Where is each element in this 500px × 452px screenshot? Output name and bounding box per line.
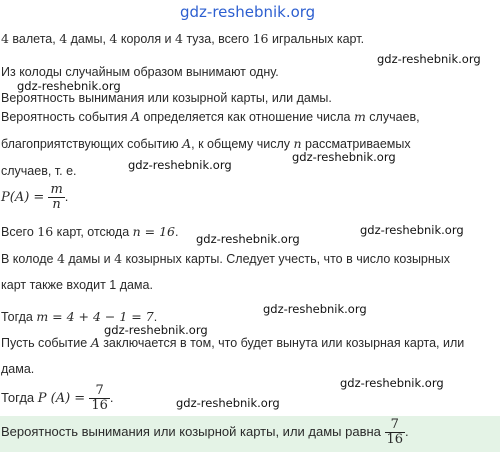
text-line-1: 4 валета, 4 дамы, 4 короля и 4 туза, всего 16 игральных карт. [1,31,365,46]
watermark: gdz-reshebnik.org [176,396,280,410]
watermark: gdz-reshebnik.org [196,232,300,246]
watermark: gdz-reshebnik.org [360,223,464,237]
text-line-11: Пусть событие A заключается в том, что будет вынута или козырная карта, или [1,335,465,350]
watermark: gdz-reshebnik.org [292,150,396,164]
text-line-9: карт также входит 1 дама. [1,278,153,292]
text-line-7: Всего 16 карт, отсюда n = 16. [1,224,179,239]
text-line-12: дама. [1,362,35,376]
formula-probability: P(A) = $\frac{m}{n}$ . [1,182,69,212]
fraction: $\frac{m}{n}$ [50,182,63,212]
watermark: gdz-reshebnik.org [377,52,481,66]
text-line-10: Тогда m = 4 + 4 − 1 = 7. [1,309,158,324]
text-line-5: благоприятствующих событию A, к общему числу n рассматриваемых [1,136,411,151]
fraction: $\frac{7}{16}$ [91,383,108,413]
watermark: gdz-reshebnik.org [263,302,367,316]
watermark: gdz-reshebnik.org [128,158,232,172]
text-line-4: Вероятность события A определяется как отношение числа m случаев, [1,109,420,124]
watermark: gdz-reshebnik.org [17,79,121,93]
fraction: $\frac{7}{16}$ [386,417,404,447]
text-line-2: Из колоды случайным образом вынимают одну. [1,65,279,79]
answer-text: Вероятность вынимания или козырной карты, или дамы равна $\frac{7}{16}$ . [1,417,409,447]
text-line-3: Вероятность вынимания или козырной карты, или дамы. [1,91,332,105]
formula-result: Тогда P (A) = $\frac{7}{16}$ . [1,383,114,413]
watermark: gdz-reshebnik.org [104,323,208,337]
text-line-8: В колоде 4 дамы и 4 козырных карты. Следует учесть, что в число козырных [1,251,451,266]
watermark: gdz-reshebnik.org [340,376,444,390]
watermark-top: gdz-reshebnik.org [180,3,316,21]
text-line-6: случаев, т. е. [1,164,77,178]
